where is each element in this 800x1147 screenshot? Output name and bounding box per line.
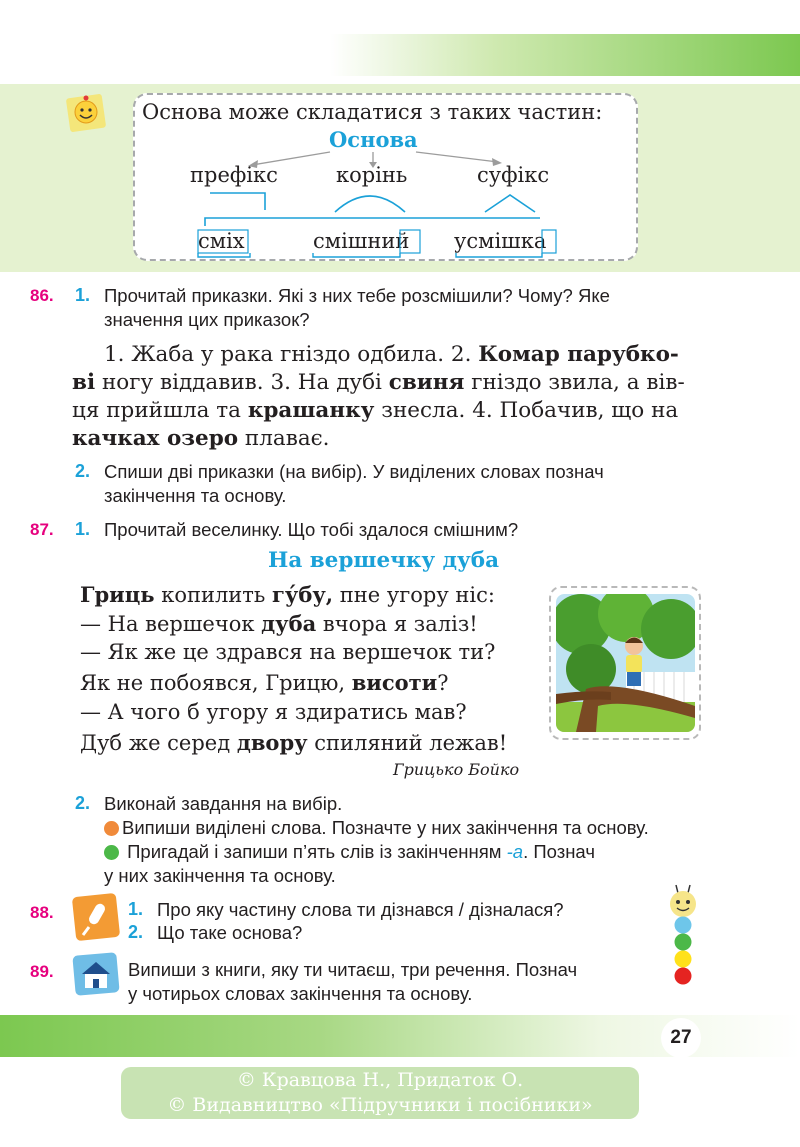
poem-line-2: — На вершечок дуба вчора я заліз! <box>80 611 478 636</box>
proverbs-line-4: качках озеро плаває. <box>72 426 330 451</box>
ex87-task2-number: 2. <box>75 793 91 813</box>
green-dot-icon <box>104 845 119 860</box>
ex89-line-2: у чотирьох словах закінчення та основу. <box>128 983 473 1004</box>
poem-title: На вершечку дуба <box>268 548 500 573</box>
poem-line-3: — Як же це здрався на вершечок ти? <box>80 640 496 664</box>
proverbs-line-1: 1. Жаба у рака гніздо одбила. 2. Комар парубко- <box>104 342 679 367</box>
orange-dot-icon <box>104 821 119 836</box>
top-band <box>0 0 800 76</box>
poem-line-6: Дуб же серед двору спиляний лежав! <box>80 730 508 755</box>
caterpillar-traffic-light-icon <box>662 883 706 988</box>
boy-on-tree-illustration <box>556 594 695 732</box>
ex87-task1-number: 1. <box>75 519 91 539</box>
ex86-task1-line1: Прочитай приказки. Які з них тебе розсмішили? Чому? Яке <box>104 285 610 306</box>
smiley-note-icon <box>62 92 112 136</box>
poem-line-5: — А чого б угору я здиратись мав? <box>80 700 467 724</box>
ex86-task1-line2: значення цих приказок? <box>104 309 310 330</box>
ex88-q1-number: 1. <box>128 899 144 919</box>
exercise-89-number: 89. <box>30 962 54 981</box>
ex86-task2-number: 2. <box>75 461 91 481</box>
copyright-line-1: © Кравцова Н., Придаток О. <box>236 1069 524 1091</box>
exercise-88-number: 88. <box>30 903 54 922</box>
house-book-icon <box>72 952 120 996</box>
page-number: 27 <box>661 1018 701 1058</box>
ex86-task1-number: 1. <box>75 285 91 305</box>
poem-line-4: Як не побоявся, Грицю, висоти? <box>80 670 449 695</box>
suffix-label: суфікс <box>477 163 550 187</box>
prefix-label: префікс <box>190 163 278 187</box>
proverbs-line-2: ві ногу віддавив. 3. На дубі свиня гніздо звила, а вів- <box>72 370 685 395</box>
exercise-87-number: 87. <box>30 520 54 539</box>
ex87-option-2-cont: у них закінчення та основу. <box>104 865 336 886</box>
ex86-task2-line2: закінчення та основу. <box>104 485 287 506</box>
microphone-icon <box>72 893 120 941</box>
root-label: корінь <box>336 163 408 187</box>
exercise-86-number: 86. <box>30 286 54 305</box>
copyright-line-2: © Видавництво «Підручники і посібники» <box>167 1094 593 1116</box>
ex87-option-2: Пригадай і запиши п’ять слів із закінченням -а. Познач <box>104 840 595 864</box>
ex86-task2-line1: Спиши дві приказки (на вибір). У виділених словах познач <box>104 461 604 482</box>
ex87-option-1: Випиши виділені слова. Позначте у них закінчення та основу. <box>104 816 649 840</box>
example-smikh: сміх <box>198 229 245 253</box>
poem-line-1: Гриць копилить гу́бу, пне угору ніс: <box>80 582 495 607</box>
morpheme-diagram <box>180 140 540 240</box>
osnova-label: Основа <box>329 127 418 152</box>
ex88-question-1: Про яку частину слова ти дізнався / дізналася? <box>157 899 564 920</box>
proverbs-line-3: ця прийшла та крашанку знесла. 4. Побачив, що на <box>72 398 679 423</box>
example-usmishka: усмішка <box>454 229 547 253</box>
ex88-question-2: Що таке основа? <box>157 922 303 943</box>
example-smishnyi: смішний <box>313 229 410 253</box>
ex88-q2-number: 2. <box>128 922 144 942</box>
ex87-task2-line: Виконай завдання на вибір. <box>104 793 343 814</box>
ex87-task1-line: Прочитай веселинку. Що тобі здалося смішним? <box>104 519 519 540</box>
rule-heading: Основа може складатися з таких частин: <box>142 100 603 124</box>
copyright-box <box>121 1067 639 1119</box>
example-underlines <box>195 229 565 259</box>
poem-author: Грицько Бойко <box>393 760 520 779</box>
ex89-line-1: Випиши з книги, яку ти читаєш, три речення. Познач <box>128 959 578 980</box>
